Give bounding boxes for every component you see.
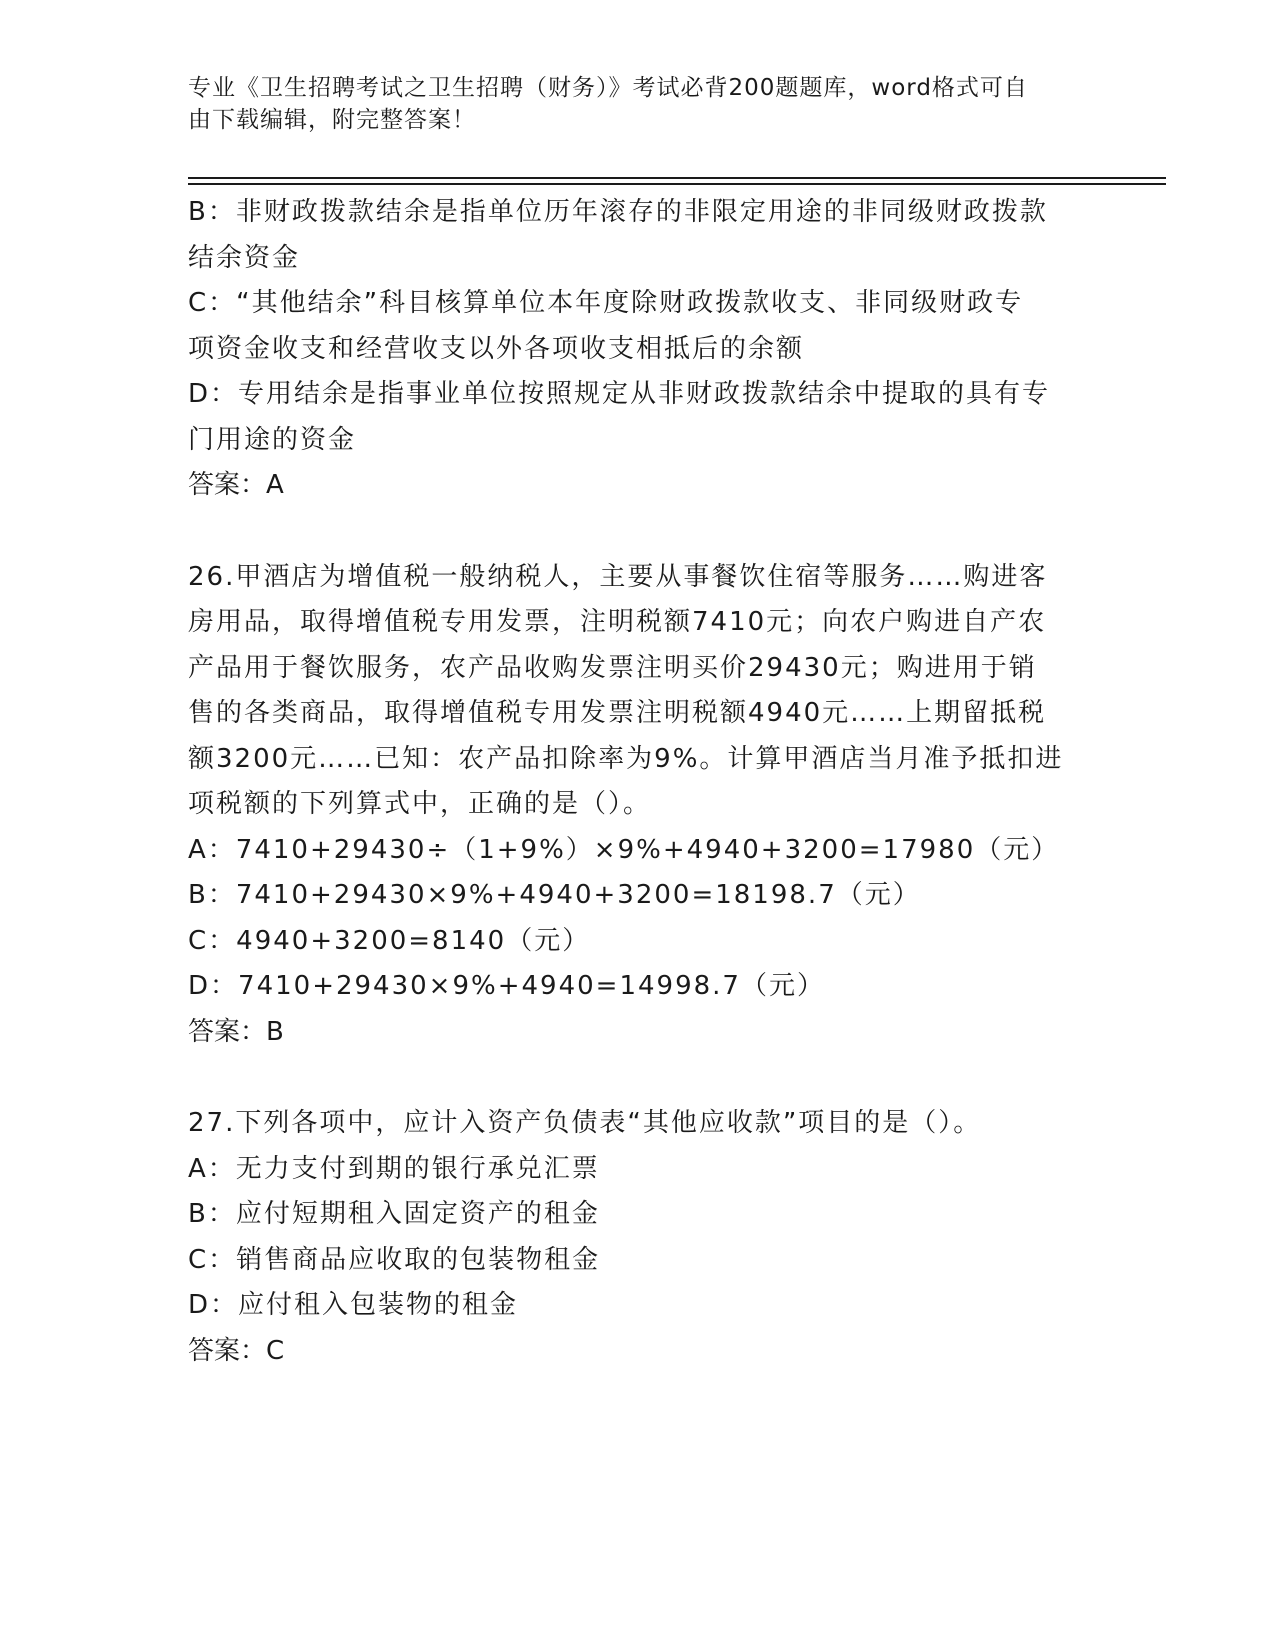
q26-option-b: B：7410+29430×9%+4940+3200=18198.7（元）: [188, 880, 921, 910]
q26-answer: 答案：B: [188, 1016, 284, 1047]
question-26: [188, 555, 1088, 1056]
q26-stem-line-6: 项税额的下列算式中，正确的是（）。: [188, 789, 652, 819]
q26-option-d: D：7410+29430×9%+4940=14998.7（元）: [188, 971, 825, 1001]
q27-option-c: C：销售商品应收取的包装物租金: [188, 1244, 601, 1275]
q27-option-a: A：无力支付到期的银行承兑汇票: [188, 1153, 600, 1184]
q26-stem-line-1: 26.甲酒店为增值税一般纳税人，主要从事餐饮住宿等服务……购进客: [188, 561, 1048, 592]
q25-option-d-line-2: 门用途的资金: [188, 424, 357, 455]
q26-option-a: A：7410+29430÷（1+9%）×9%+4940+3200=17980（元）: [188, 834, 1060, 865]
q27-option-b: B：应付短期租入固定资产的租金: [188, 1199, 600, 1229]
document-body: [188, 190, 1088, 1374]
header-divider-bottom: [188, 183, 1166, 185]
spacer: [188, 509, 1088, 555]
spacer: [188, 1055, 1088, 1101]
document-header: [188, 72, 1088, 136]
q25-option-b-line-1: B：非财政拨款结余是指单位历年滚存的非限定用途的非同级财政拨款: [188, 197, 1048, 227]
q27-answer: 答案：C: [188, 1335, 285, 1366]
question-27: [188, 1101, 1088, 1374]
question-25-tail: [188, 190, 1088, 509]
q26-option-c: C：4940+3200=8140（元）: [188, 925, 591, 956]
q26-stem-line-3: 产品用于餐饮服务，农产品收购发票注明买价29430元；购进用于销: [188, 652, 1037, 683]
q27-stem: 27.下列各项中，应计入资产负债表“其他应收款”项目的是（）。: [188, 1108, 982, 1138]
q25-answer: 答案：A: [188, 470, 284, 500]
q25-option-c-line-1: C：“其他结余”科目核算单位本年度除财政拨款收支、非同级财政专: [188, 288, 1024, 318]
q26-stem-line-5: 额3200元……已知：农产品扣除率为9%。计算甲酒店当月准予抵扣进: [188, 743, 1064, 774]
q26-stem-line-4: 售的各类商品，取得增值税专用发票注明税额4940元……上期留抵税: [188, 698, 1047, 728]
q25-option-d-line-1: D：专用结余是指事业单位按照规定从非财政拨款结余中提取的具有专: [188, 379, 1051, 409]
header-line-2: 由下载编辑，附完整答案！: [188, 107, 476, 133]
header-line-1: 专业《卫生招聘考试之卫生招聘（财务）》考试必背200题题库，word格式可自: [188, 75, 1028, 101]
q25-option-c-line-2: 项资金收支和经营收支以外各项收支相抵后的余额: [188, 333, 805, 364]
q26-stem-line-2: 房用品，取得增值税专用发票，注明税额7410元；向农户购进自产农: [188, 607, 1047, 637]
q25-option-b-line-2: 结余资金: [188, 242, 301, 273]
header-divider-top: [188, 177, 1166, 179]
q27-option-d: D：应付租入包装物的租金: [188, 1290, 519, 1320]
